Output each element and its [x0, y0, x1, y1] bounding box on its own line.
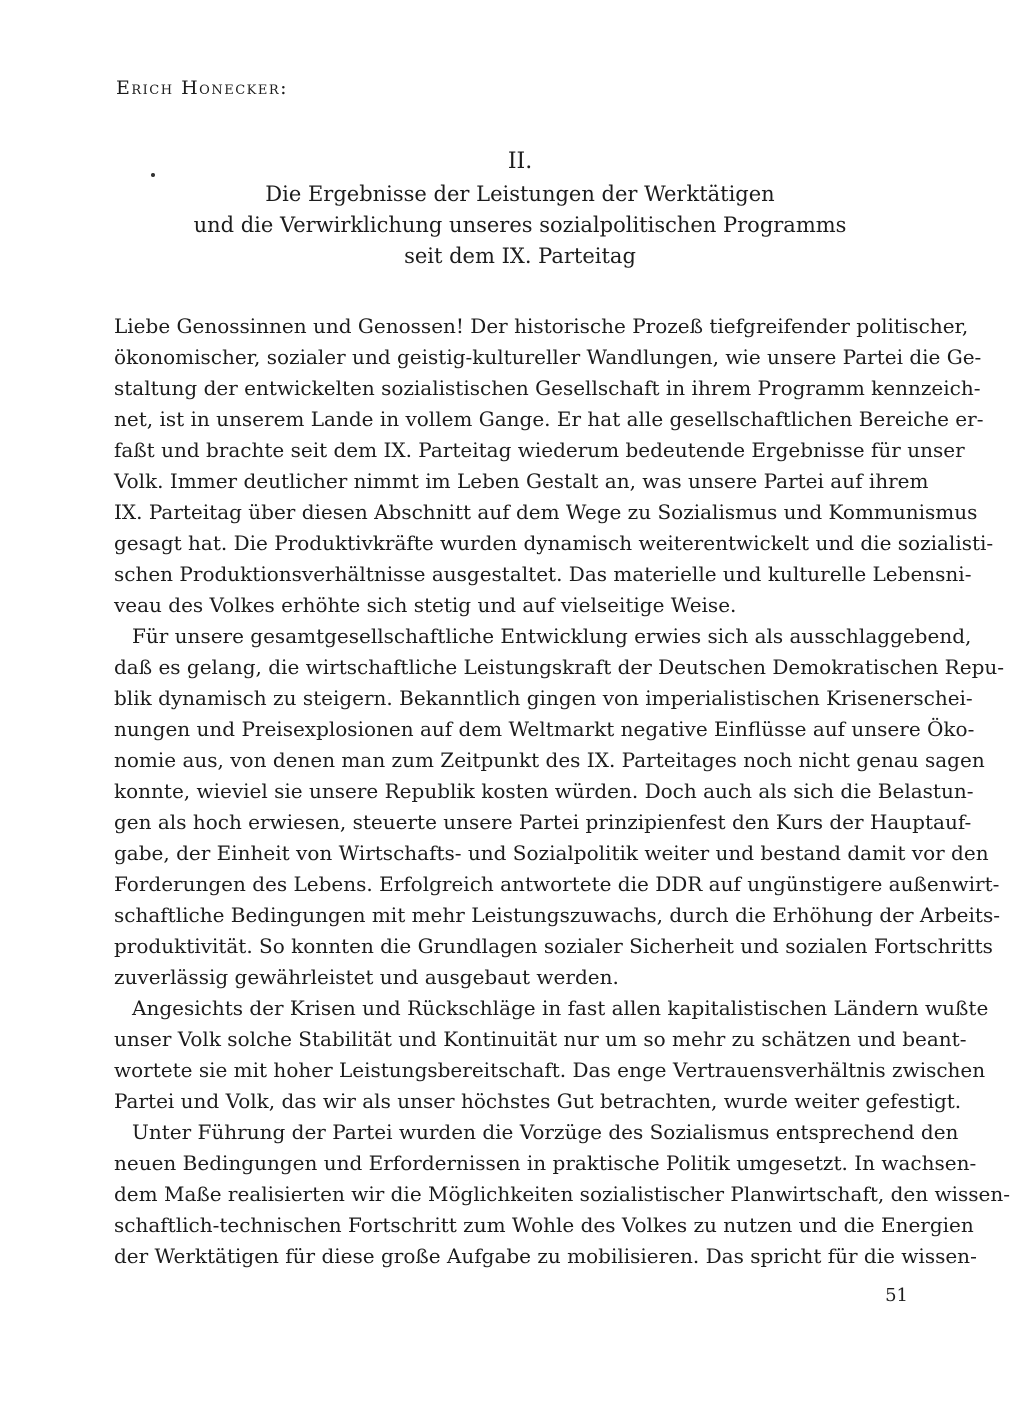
body-text	[114, 311, 1011, 1272]
section-title-line: Die Ergebnisse der Leistungen der Werktätigen	[265, 182, 775, 206]
text-line: Volk. Immer deutlicher nimmt im Leben Gestalt an, was unsere Partei auf ihrem	[114, 469, 929, 493]
text-line: blik dynamisch zu steigern. Bekanntlich gingen von imperialistischen Krisenerschei-	[114, 686, 973, 710]
text-line: Angesichts der Krisen und Rückschläge in fast allen kapitalistischen Ländern wußte	[132, 996, 989, 1020]
paragraph	[114, 311, 994, 621]
section-number: II.	[507, 149, 533, 174]
text-line: faßt und brachte seit dem IX. Parteitag wiederum bedeutende Ergebnisse für unser	[114, 438, 965, 462]
page-number: 51	[885, 1285, 908, 1306]
text-line: net, ist in unserem Lande in vollem Gange. Er hat alle gesellschaftlichen Bereiche er-	[114, 407, 984, 431]
paragraph	[114, 993, 989, 1117]
text-line: unser Volk solche Stabilität und Kontinuität nur um so mehr zu schätzen und beant-	[114, 1027, 967, 1051]
paragraph	[114, 621, 1005, 993]
text-line: gabe, der Einheit von Wirtschafts- und Sozialpolitik weiter und bestand damit vor den	[114, 841, 989, 865]
text-line: produktivität. So konnten die Grundlagen sozialer Sicherheit und sozialen Fortschritts	[114, 934, 993, 958]
text-line: schaftliche Bedingungen mit mehr Leistungszuwachs, durch die Erhöhung der Arbeits-	[114, 903, 1000, 927]
section-title-line: und die Verwirklichung unseres sozialpolitischen Programms	[193, 213, 847, 237]
section-title-line: seit dem IX. Parteitag	[404, 244, 636, 268]
text-line: veau des Volkes erhöhte sich stetig und auf vielseitige Weise.	[114, 593, 737, 617]
text-line: daß es gelang, die wirtschaftliche Leistungskraft der Deutschen Demokratischen Repu-	[114, 655, 1005, 679]
text-line: gesagt hat. Die Produktivkräfte wurden dynamisch weiterentwickelt und die sozialisti-	[114, 531, 994, 555]
text-line: schaftlich-technischen Fortschritt zum Wohle des Volkes zu nutzen und die Energien	[114, 1213, 974, 1237]
text-line: staltung der entwickelten sozialistischen Gesellschaft in ihrem Programm kennzeich-	[114, 376, 981, 400]
text-line: konnte, wieviel sie unsere Republik kosten würden. Doch auch als sich die Belastun-	[114, 779, 974, 803]
text-line: wortete sie mit hoher Leistungsbereitschaft. Das enge Vertrauensverhältnis zwischen	[114, 1058, 986, 1082]
text-line: IX. Parteitag über diesen Abschnitt auf dem Wege zu Sozialismus und Kommunismus	[114, 500, 978, 524]
text-line: ökonomischer, sozialer und geistig-kultureller Wandlungen, wie unsere Partei die Ge-	[114, 345, 982, 369]
text-line: neuen Bedingungen und Erfordernissen in praktische Politik umgesetzt. In wachsen-	[114, 1151, 977, 1175]
text-line: gen als hoch erwiesen, steuerte unsere Partei prinzipienfest den Kurs der Hauptauf-	[114, 810, 972, 834]
paragraph	[114, 1117, 1011, 1272]
text-line: Liebe Genossinnen und Genossen! Der historische Prozeß tiefgreifender politischer,	[114, 314, 969, 338]
running-head: Erich Honecker:	[116, 77, 289, 99]
text-line: nungen und Preisexplosionen auf dem Weltmarkt negative Einflüsse auf unsere Öko-	[114, 717, 975, 741]
text-line: zuverlässig gewährleistet und ausgebaut werden.	[114, 965, 619, 989]
text-line: Forderungen des Lebens. Erfolgreich antwortete die DDR auf ungünstigere außenwirt-	[114, 872, 1000, 896]
text-line: schen Produktionsverhältnisse ausgestaltet. Das materielle und kulturelle Lebensni-	[114, 562, 972, 586]
text-line: der Werktätigen für diese große Aufgabe zu mobilisieren. Das spricht für die wissen-	[114, 1244, 977, 1268]
text-line: Für unsere gesamtgesellschaftliche Entwicklung erwies sich als ausschlaggebend,	[132, 624, 972, 648]
text-line: nomie aus, von denen man zum Zeitpunkt des IX. Parteitages noch nicht genau sagen	[114, 748, 985, 772]
text-line: Partei und Volk, das wir als unser höchstes Gut betrachten, wurde weiter gefestigt.	[114, 1089, 962, 1113]
text-line: Unter Führung der Partei wurden die Vorzüge des Sozialismus entsprechend den	[132, 1120, 959, 1144]
section-heading	[140, 146, 900, 272]
text-line: dem Maße realisierten wir die Möglichkeiten sozialistischer Planwirtschaft, den wissen-	[114, 1182, 1011, 1206]
